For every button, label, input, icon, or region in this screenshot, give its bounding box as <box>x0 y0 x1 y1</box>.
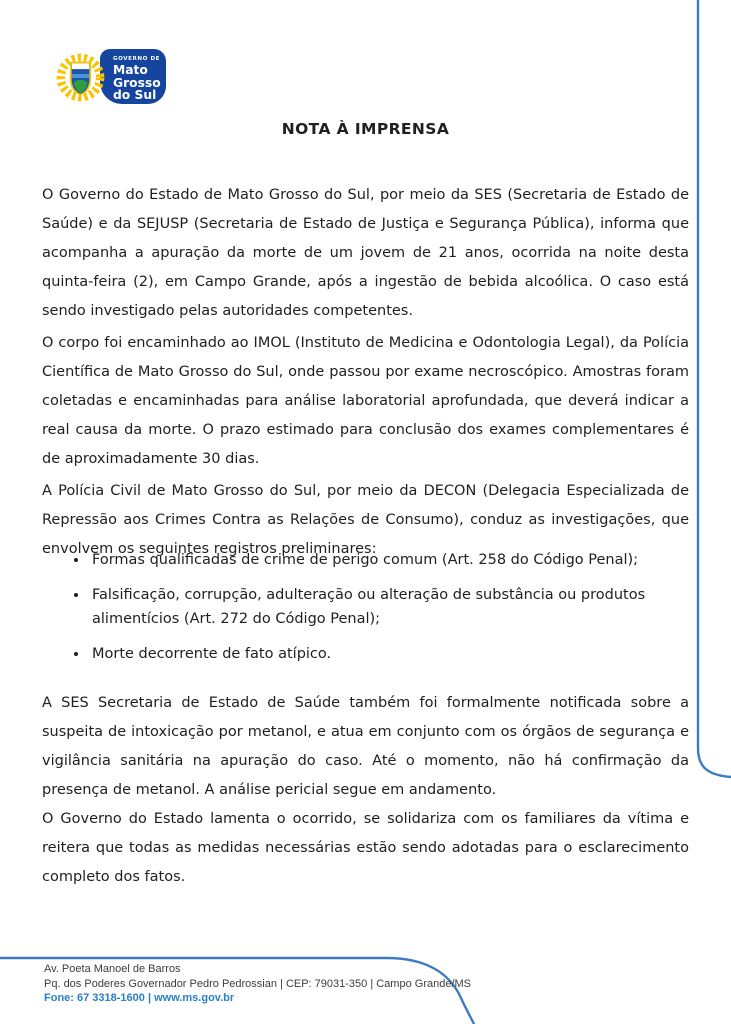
paragraph-decon: A Polícia Civil de Mato Grosso do Sul, por meio da DECON (Delegacia Especializada de Repressão aos Crimes Contra as Relações de Consumo), conduz as investigações, que envolvem os seguintes registros preliminares: <box>42 482 689 557</box>
footer-phone-and-website: Fone: 67 3318-1600 | www.ms.gov.br <box>44 992 235 1004</box>
logo-name-line-2: Grosso <box>113 75 161 90</box>
footer <box>44 962 644 1006</box>
list-item: • Falsificação, corrupção, adulteração ou alteração de substância ou produtos alimentícios (Art. 272 do Código Penal); <box>89 583 729 631</box>
paragraph-imol: O corpo foi encaminhado ao IMOL (Instituto de Medicina e Odontologia Legal), da Polícia Científica de Mato Grosso do Sul, onde passou por exame necroscópico. Amostras foram coletadas e encaminhadas para análise laboratorial aprofundada, que deverá indicar a real causa da morte. O prazo estimado para conclusão dos exames complementares é de aproximadamente 30 dias. <box>42 334 689 467</box>
government-logo <box>54 49 168 106</box>
list-item: • Morte decorrente de fato atípico. <box>89 642 729 666</box>
logo-name-line-3: do Sul <box>113 88 157 103</box>
logo-name-line-1: Mato <box>113 63 148 77</box>
paragraph-intro: O Governo do Estado de Mato Grosso do Sul, por meio da SES (Secretaria de Estado de Saúde) e da SEJUSP (Secretaria de Estado de Justiça e Segurança Pública), informa que acompanha a apuração da morte de um jovem de 21 anos, ocorrida na noite desta quinta-feira (2), em Campo Grande, após a ingestão de bebida alcoólica. O caso está sendo investigado pelas autoridades competentes. <box>42 186 689 319</box>
footer-address-line-2: Pq. dos Poderes Governador Pedro Pedrossian | CEP: 79031-350 | Campo Grande/MS <box>44 977 472 990</box>
list-item: • Formas qualificadas de crime de perigo comum (Art. 258 do Código Penal); <box>89 548 729 572</box>
footer-address-line-1: Av. Poeta Manoel de Barros <box>44 963 181 975</box>
preliminary-records-list <box>42 548 729 677</box>
page-title: NOTA À IMPRENSA <box>281 120 450 138</box>
paragraph-closing: O Governo do Estado lamenta o ocorrido, se solidariza com os familiares da vítima e reitera que todas as medidas necessárias estão sendo adotadas para o esclarecimento completo dos fatos. <box>42 810 689 885</box>
logo-tagline: GOVERNO DE <box>113 56 161 62</box>
logo-text-plate <box>100 49 166 104</box>
paragraph-ses-notice: A SES Secretaria de Estado de Saúde também foi formalmente notificada sobre a suspeita de intoxicação por metanol, e atua em conjunto com os órgãos de segurança e vigilância sanitária na apuração do caso. Até o momento, não há confirmação da presença de metanol. A análise pericial segue em andamento. <box>42 694 689 798</box>
state-crest-icon <box>54 51 107 104</box>
